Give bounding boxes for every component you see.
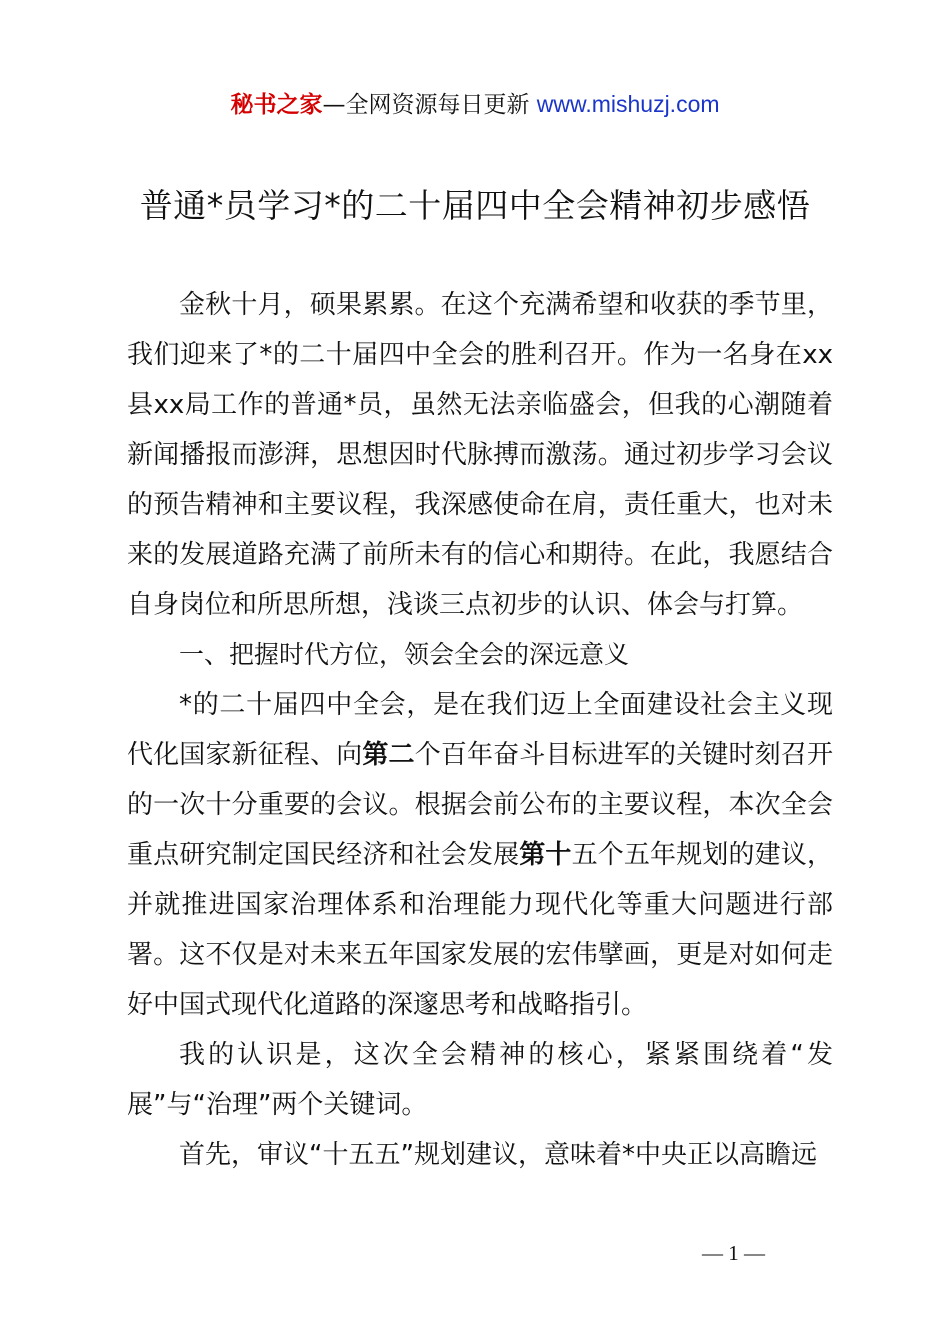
bold-text: 第二 [362, 740, 415, 770]
site-header [0, 86, 950, 123]
site-url-link[interactable]: www.mishuzj.com [536, 91, 720, 117]
paragraph-text: 五个五年规划的建议，并就推进国家治理体系和治理能力现代化等重大问题进行部署。这不仅是对未来五年国家发展的宏伟擘画，更是对如何走好中国式现代化道路的深邃思考和战略指引。 [127, 840, 833, 1020]
paragraph-meaning [127, 680, 833, 1030]
paragraph-understanding: 我的认识是，这次全会精神的核心，紧紧围绕着“发展”与“治理”两个关键词。 [127, 1040, 833, 1120]
paragraph-text: *的二十届四中全会，是在我们迈上全面建设社会主义现代化国家新征程、向 [127, 690, 833, 770]
document-title: 普通*员学习*的二十届四中全会精神初步感悟 [139, 186, 811, 225]
bold-text: 第十 [519, 840, 572, 870]
header-tagline: —全网资源每日更新 [322, 92, 537, 118]
document-body [127, 280, 833, 1180]
paragraph-first: 首先，审议“十五五”规划建议，意味着*中央正以高瞻远 [179, 1140, 817, 1170]
brand-name: 秘书之家 [230, 92, 323, 118]
paragraph-text: 个百年奋斗目标进军的关键时刻召开的一次十分重要的会议。根据会前公布的主要议程，本次全会重点研究制定国民经济和社会发展 [127, 740, 833, 870]
section-heading-1: 一、把握时代方位，领会全会的深远意义 [179, 640, 630, 669]
paragraph-intro: 金秋十月，硕果累累。在这个充满希望和收获的季节里，我们迎来了*的二十届四中全会的胜利召开。作为一名身在xx县xx局工作的普通*员，虽然无法亲临盛会，但我的心潮随着新闻播报而澎湃，思想因时代脉搏而激荡。通过初步学习会议的预告精神和主要议程，我深感使命在肩，责任重大，也对未来的发展道路充满了前所未有的信心和期待。在此，我愿结合自身岗位和所思所想，浅谈三点初步的认识、体会与打算。 [127, 290, 833, 620]
page-number: — 1 — [702, 1241, 765, 1265]
